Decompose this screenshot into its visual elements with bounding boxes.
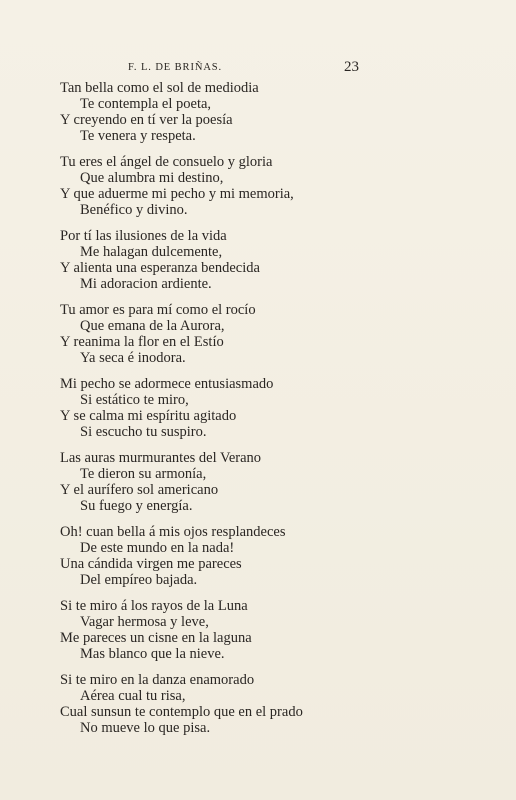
poem-line: Ya seca é inodora. (80, 350, 186, 366)
poem-line: De este mundo en la nada! (80, 540, 235, 556)
stanza-2 (60, 154, 400, 218)
poem-line: Aérea cual tu risa, (80, 688, 186, 704)
stanza-1 (60, 80, 400, 144)
poem-line: Mi adoracion ardiente. (80, 276, 212, 292)
poem-line: Y el aurífero sol americano (60, 482, 219, 498)
running-head (0, 60, 516, 76)
stanza-9 (60, 672, 400, 736)
stanza-4 (60, 302, 400, 366)
poem-line: Mi pecho se adormece entusiasmado (60, 376, 274, 392)
poem-line: Que alumbra mi destino, (80, 170, 224, 186)
poem-line: No mueve lo que pisa. (80, 720, 211, 736)
page-number: 23 (344, 59, 359, 75)
poem-line: Benéfico y divino. (80, 202, 188, 218)
poem-line: Si te miro á los rayos de la Luna (60, 598, 248, 614)
poem-line: Y reanima la flor en el Estío (60, 334, 224, 350)
poem-line: Por tí las ilusiones de la vida (60, 228, 227, 244)
poem-line: Y creyendo en tí ver la poesía (60, 112, 233, 128)
poem-line: Tan bella como el sol de mediodia (60, 80, 259, 96)
poem-line: Y que aduerme mi pecho y mi memoria, (60, 186, 294, 202)
poem-line: Oh! cuan bella á mis ojos resplandeces (60, 524, 286, 540)
poem-line: Te dieron su armonía, (80, 466, 207, 482)
poem-line: Su fuego y energía. (80, 498, 193, 514)
stanza-6 (60, 450, 400, 514)
poem-line: Las auras murmurantes del Verano (60, 450, 262, 466)
poem-line: Te venera y respeta. (80, 128, 196, 144)
poem-line: Mas blanco que la nieve. (80, 646, 225, 662)
poem-line: Te contempla el poeta, (80, 96, 212, 112)
stanza-8 (60, 598, 400, 662)
poem-line: Que emana de la Aurora, (80, 318, 225, 334)
poem-line: Si te miro en la danza enamorado (60, 672, 255, 688)
poem-line: Cual sunsun te contemplo que en el prado (60, 704, 303, 720)
poem-line: Me pareces un cisne en la laguna (60, 630, 252, 646)
stanza-3 (60, 228, 400, 292)
poem-line: Del empíreo bajada. (80, 572, 198, 588)
running-title: F. L. DE BRIÑAS. (128, 62, 223, 73)
poem-line: Tu eres el ángel de consuelo y gloria (60, 154, 273, 170)
stanza-7 (60, 524, 400, 588)
stanza-5 (60, 376, 400, 440)
poem-line: Y se calma mi espíritu agitado (60, 408, 237, 424)
poem-line: Una cándida virgen me pareces (60, 556, 242, 572)
poem-line: Si estático te miro, (80, 392, 189, 408)
poem-line: Me halagan dulcemente, (80, 244, 223, 260)
poem-line: Si escucho tu suspiro. (80, 424, 207, 440)
poem-line: Tu amor es para mí como el rocío (60, 302, 256, 318)
poem-line: Vagar hermosa y leve, (80, 614, 209, 630)
poem-line: Y alienta una esperanza bendecida (60, 260, 260, 276)
